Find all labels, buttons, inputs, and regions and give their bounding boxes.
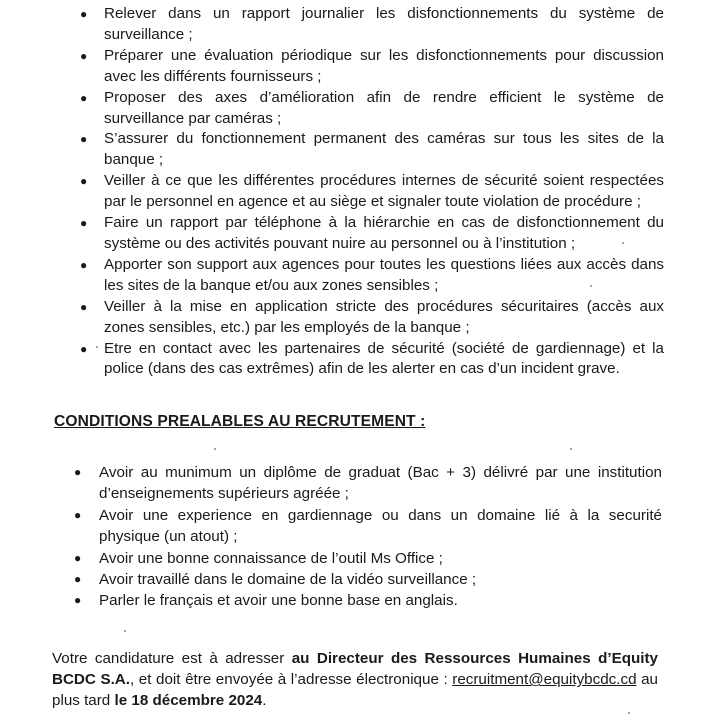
conditions-list [74,462,662,612]
bullet-icon: ● [74,572,82,587]
bullet-icon: ● [80,48,88,63]
list-item: ● Parler le français et avoir une bonne base en anglais. [74,590,662,611]
list-item: ● Faire un rapport par téléphone à la hiérarchie en cas de disfonctionnement du système ou des activités pouvant nuire au personnel ou à l’institution ; [80,214,664,252]
list-item: ● Avoir au munimum un diplôme de graduat (Bac + 3) délivré par une institution d’enseignements supérieurs agréée ; [74,464,662,503]
bullet-icon: ● [80,216,88,231]
bullet-icon: ● [74,550,82,565]
list-item: ● Veiller à ce que les différentes procédures internes de sécurité soient respectées par le personnel en agence et au siège et signaler toute violation de procédure ; [80,172,664,211]
scan-speck [96,346,98,348]
scan-speck [124,630,126,632]
scan-speck [570,448,572,450]
email-address[interactable]: recruitment@equitybcdc.cd [452,671,637,689]
list-item: ● Veiller à la mise en application stricte des procédures sécuritaires (accès aux zones sensibles, etc.) par les employés de la banque ; [80,297,664,336]
list-item: ● Avoir une experience en gardiennage ou dans un domaine lié à la securité physique (un atout) ; [74,506,662,546]
list-item: ● Avoir travaillé dans le domaine de la vidéo surveillance ; [74,569,662,590]
list-item: ● Proposer des axes d’amélioration afin de rendre efficient le système de surveillance par caméras ; [80,88,664,127]
scan-speck [590,285,592,287]
list-item: ● Préparer une évaluation périodique sur les disfonctionnements pour discussion avec les différents fournisseurs ; [80,46,664,85]
scan-speck [214,448,216,450]
list-item: ● Avoir une bonne connaissance de l’outil Ms Office ; [74,548,662,569]
scan-speck [628,712,630,714]
recipient: au Directeur des Ressources Humaines d’Equity BCDC S.A. [52,650,658,689]
bullet-icon: ● [80,341,88,356]
list-item: ● Relever dans un rapport journalier les disfonctionnements du système de surveillance ; [80,5,664,43]
bullet-icon: ● [80,7,88,21]
bullet-icon: ● [80,132,88,147]
bullet-icon: ● [80,257,88,272]
bullet-icon: ● [80,174,88,189]
application-instructions: Votre candidature est à adresser au Directeur des Ressources Humaines d’Equity BCDC S.A., et doit être envoyée à l’adresse électronique : recruitment@equitybcdc.cd au plus tard le 18 décembre 2024. [52,650,658,710]
scan-speck [622,242,624,244]
responsibilities-list [80,4,664,380]
bullet-icon: ● [80,299,88,314]
list-item: ● Apporter son support aux agences pour toutes les questions liées aux accès dans les sites de la banque et/ou aux zones sensibles ; [80,255,664,294]
bullet-icon: ● [80,90,88,105]
deadline: le 18 décembre 2024 [114,692,263,710]
conditions-heading: CONDITIONS PREALABLES AU RECRUTEMENT : [54,413,426,430]
bullet-icon: ● [74,465,82,479]
bullet-icon: ● [74,507,82,522]
list-item: ● S’assurer du fonctionnement permanent des caméras sur tous les sites de la banque ; [80,130,664,169]
bullet-icon: ● [74,593,82,608]
list-item: ● Etre en contact avec les partenaires de sécurité (société de gardiennage) et la police (dans des cas extrêmes) afin de les alerter en cas d’un incident grave. [80,339,664,378]
